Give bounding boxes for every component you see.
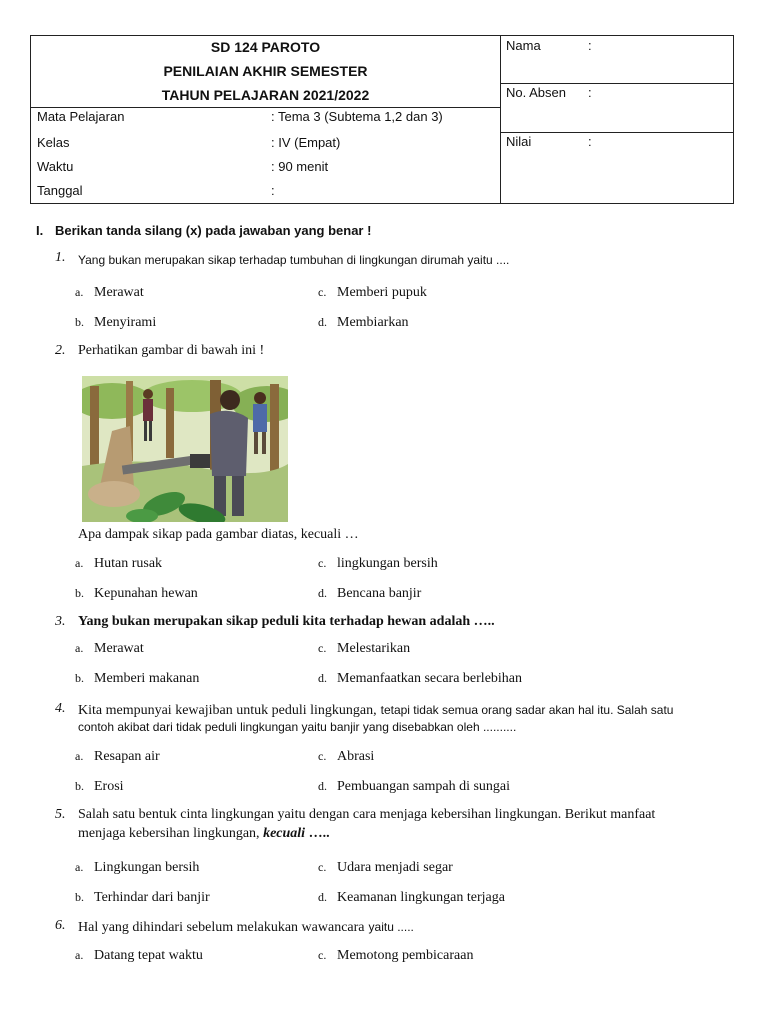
option-text: Memanfaatkan secara berlebihan <box>337 671 523 686</box>
option-d[interactable] <box>318 779 510 795</box>
option-a[interactable] <box>75 948 203 964</box>
option-letter: c. <box>318 860 327 874</box>
question-text-part: Hal yang dihindari sebelum melakukan wawancara <box>78 920 365 935</box>
exam-title-block <box>31 36 500 108</box>
option-text: Melestarikan <box>337 641 411 656</box>
option-letter: d. <box>318 315 327 329</box>
option-a[interactable] <box>75 556 162 572</box>
option-a[interactable] <box>75 860 199 876</box>
option-letter: c. <box>318 749 327 763</box>
divider <box>500 132 733 133</box>
option-letter: b. <box>75 671 84 685</box>
option-c[interactable] <box>318 556 438 572</box>
option-letter: a. <box>75 948 84 962</box>
option-text: Memberi makanan <box>94 671 200 686</box>
question-dots: ….. <box>308 826 330 841</box>
option-text: Terhindar dari banjir <box>94 890 210 905</box>
option-text: Membiarkan <box>337 315 409 330</box>
option-text: Abrasi <box>337 749 375 764</box>
time-label: Waktu <box>37 159 74 174</box>
option-letter: c. <box>318 285 327 299</box>
name-label: Nama <box>506 38 541 53</box>
school-name: SD 124 PAROTO <box>210 39 321 55</box>
option-letter: d. <box>318 779 327 793</box>
option-text: lingkungan bersih <box>337 556 438 571</box>
exam-name: PENILAIAN AKHIR SEMESTER <box>163 63 368 79</box>
option-text: Keamanan lingkungan terjaga <box>337 890 505 905</box>
question-number: 2. <box>55 343 66 358</box>
score-colon: : <box>588 134 592 149</box>
option-text: Resapan air <box>94 749 160 764</box>
option-letter: b. <box>75 586 84 600</box>
option-c[interactable] <box>318 641 410 657</box>
option-letter: d. <box>318 671 327 685</box>
question-number: 3. <box>55 614 66 629</box>
question-number: 4. <box>55 701 66 716</box>
option-d[interactable] <box>318 890 505 906</box>
option-text: Merawat <box>94 285 144 300</box>
question-text <box>78 701 673 719</box>
option-letter: d. <box>318 890 327 904</box>
option-text: Pembuangan sampah di sungai <box>337 779 511 794</box>
option-b[interactable] <box>75 779 124 795</box>
option-c[interactable] <box>318 860 453 876</box>
option-letter: a. <box>75 556 84 570</box>
question-text-part: tetapi tidak semua orang sadar akan hal itu. Salah satu <box>380 703 674 717</box>
option-letter: a. <box>75 285 84 299</box>
option-letter: b. <box>75 890 84 904</box>
option-c[interactable] <box>318 749 374 765</box>
question-text-part: yaitu ..... <box>368 920 414 934</box>
question-number: 1. <box>55 250 66 265</box>
option-b[interactable] <box>75 671 199 687</box>
absence-number-colon: : <box>588 85 592 100</box>
time-value: : 90 menit <box>271 159 329 174</box>
option-d[interactable] <box>318 671 522 687</box>
option-d[interactable] <box>318 586 421 602</box>
class-label: Kelas <box>37 135 70 150</box>
option-text: Menyirami <box>94 315 157 330</box>
question-text: Perhatikan gambar di bawah ini ! <box>78 343 265 358</box>
score-label: Nilai <box>506 134 532 149</box>
option-b[interactable] <box>75 890 210 906</box>
option-text: Memberi pupuk <box>337 285 427 300</box>
question-followup: Apa dampak sikap pada gambar diatas, kecuali … <box>78 527 359 542</box>
option-a[interactable] <box>75 749 160 765</box>
question-number: 6. <box>55 918 66 933</box>
option-a[interactable] <box>75 641 144 657</box>
question-text <box>78 918 414 936</box>
section-instruction: Berikan tanda silang (x) pada jawaban yang benar ! <box>55 223 372 238</box>
date-value: : <box>271 183 275 198</box>
option-c[interactable] <box>318 285 427 301</box>
option-letter: b. <box>75 779 84 793</box>
option-text: Erosi <box>94 779 124 794</box>
question-text-part: Kita mempunyai kewajiban untuk peduli lingkungan, <box>78 703 377 718</box>
class-value: : IV (Empat) <box>271 135 341 150</box>
question-emphasis: kecuali <box>263 826 306 841</box>
option-text: Kepunahan hewan <box>94 586 198 601</box>
option-text: Bencana banjir <box>337 586 422 601</box>
option-text: Hutan rusak <box>94 556 163 571</box>
question-text: Salah satu bentuk cinta lingkungan yaitu dengan cara menjaga kebersihan lingkungan. Berikut manfaat <box>78 807 656 822</box>
option-b[interactable] <box>75 586 198 602</box>
option-text: Memotong pembicaraan <box>337 948 474 963</box>
absence-number-label: No. Absen <box>506 85 566 100</box>
option-letter: b. <box>75 315 84 329</box>
option-letter: a. <box>75 641 84 655</box>
section-number: I. <box>36 223 44 238</box>
illustration-logging-scene-icon <box>82 376 288 522</box>
option-letter: c. <box>318 641 327 655</box>
name-colon: : <box>588 38 592 53</box>
option-letter: a. <box>75 749 84 763</box>
exam-info-panel <box>31 36 501 203</box>
option-text: Datang tepat waktu <box>94 948 203 963</box>
subject-value: : Tema 3 (Subtema 1,2 dan 3) <box>271 109 443 124</box>
option-c[interactable] <box>318 948 473 964</box>
exam-header-table <box>30 35 734 204</box>
question-text-line: contoh akibat dari tidak peduli lingkungan yaitu banjir yang disebabkan oleh .......... <box>78 720 517 734</box>
question-text-line <box>78 826 330 842</box>
option-b[interactable] <box>75 315 156 331</box>
divider <box>500 83 733 84</box>
option-text: Merawat <box>94 641 144 656</box>
option-text: Lingkungan bersih <box>94 860 200 875</box>
option-a[interactable] <box>75 285 144 301</box>
option-letter: a. <box>75 860 84 874</box>
question-text: Yang bukan merupakan sikap terhadap tumbuhan di lingkungan dirumah yaitu .... <box>78 253 510 267</box>
option-text: Udara menjadi segar <box>337 860 453 875</box>
question-number: 5. <box>55 807 66 822</box>
date-label: Tanggal <box>37 183 83 198</box>
option-d[interactable] <box>318 315 409 331</box>
option-letter: d. <box>318 586 327 600</box>
option-letter: c. <box>318 556 327 570</box>
question-text: Yang bukan merupakan sikap peduli kita terhadap hewan adalah ….. <box>78 614 495 629</box>
subject-label: Mata Pelajaran <box>37 109 125 124</box>
question-text-part: menjaga kebersihan lingkungan, <box>78 826 260 841</box>
academic-year: TAHUN PELAJARAN 2021/2022 <box>161 87 370 103</box>
option-letter: c. <box>318 948 327 962</box>
student-info-panel <box>500 36 733 203</box>
